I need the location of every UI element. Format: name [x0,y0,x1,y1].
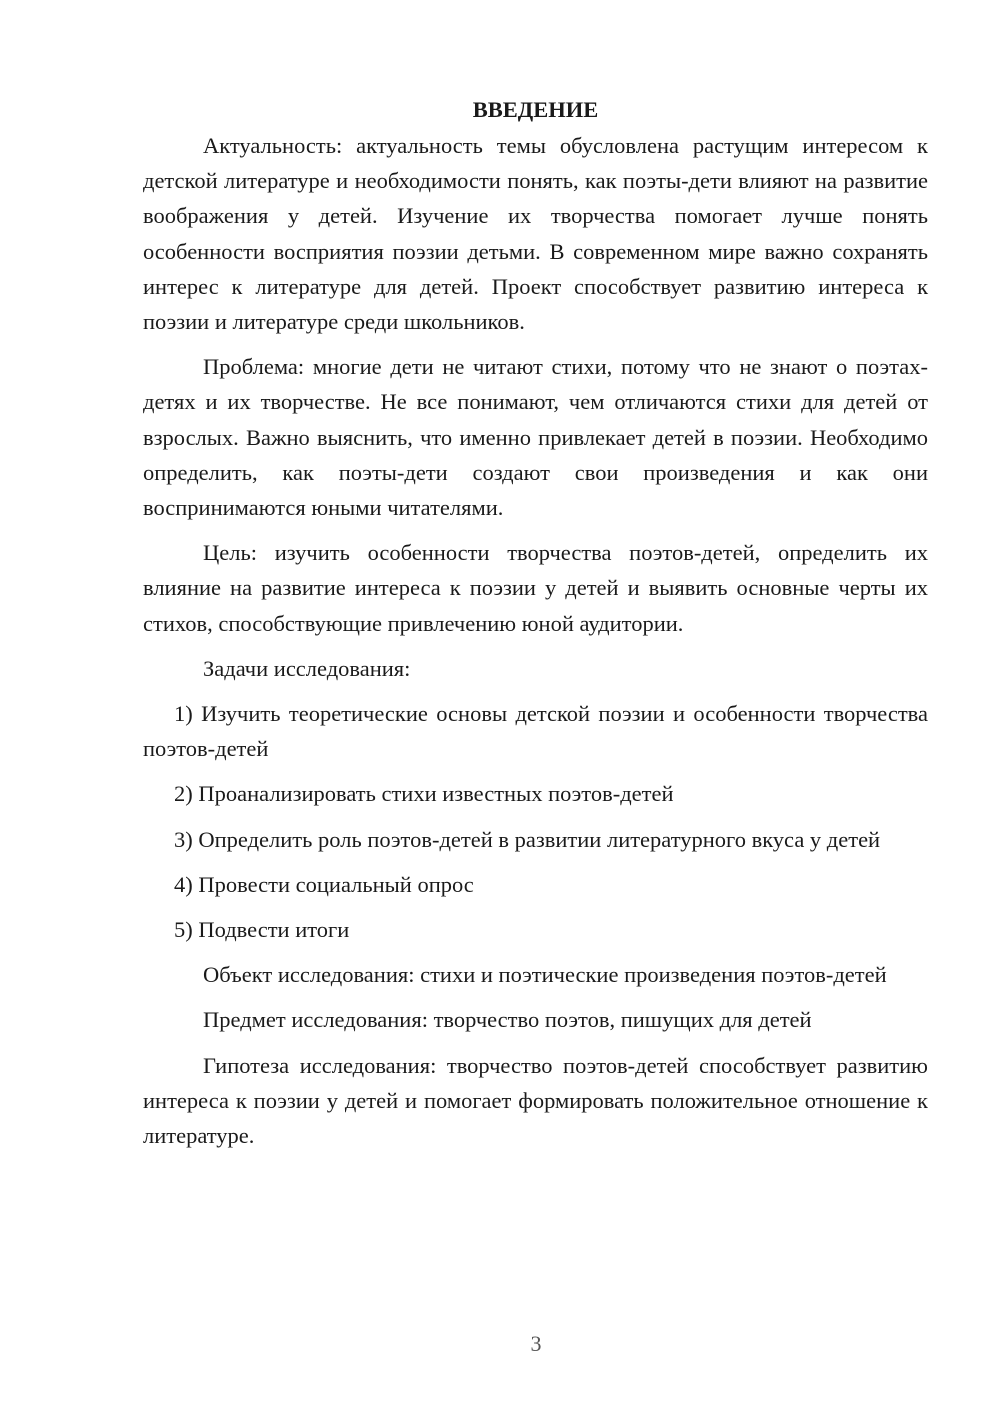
document-page [143,92,928,1163]
tasks-heading: Задачи исследования: [203,655,411,681]
page-title: ВВЕДЕНИЕ [472,97,599,122]
paragraph-subject: Предмет исследования: творчество поэтов, пишущих для детей [203,1007,812,1033]
paragraph-goal: Цель: изучить особенности творчества поэтов-детей, определить их влияние на развитие интереса к поэзии у детей и выявить основные черты их стихов, способствующие привлечению юной аудитории. [143,540,928,636]
paragraph-problem: Проблема: многие дети не читают стихи, потому что не знают о поэтах-детях и их творчестве. Не все понимают, чем отличаются стихи для детей от взрослых. Важно выяснить, что именно привлекает детей в поэзии. Необходимо определить, как поэты-дети создают свои произведения и как они воспринимаются юными читателями. [143,354,928,521]
list-item: 1) Изучить теоретические основы детской поэзии и особенности творчества поэтов-детей [143,701,928,762]
list-item: 4) Провести социальный опрос [174,871,474,897]
list-item: 2) Проанализировать стихи известных поэтов-детей [174,781,674,807]
paragraph-relevance: Актуальность: актуальность темы обусловлена растущим интересом к детской литературе и необходимости понять, как поэты-дети влияют на развитие воображения у детей. Изучение их творчества помогает лучше понять особенности восприятия поэзии детьми. В современном мире важно сохранять интерес к литературе для детей. Проект способствует развитию интереса к поэзии и литературе среди школьников. [143,133,928,335]
list-item: 3) Определить роль поэтов-детей в развитии литературного вкуса у детей [174,826,881,852]
list-item: 5) Подвести итоги [174,917,350,943]
paragraph-hypothesis: Гипотеза исследования: творчество поэтов-детей способствует развитию интереса к поэзии у детей и помогает формировать положительное отношение к литературе. [143,1052,928,1149]
tasks-list [143,696,928,947]
paragraph-object: Объект исследования: стихи и поэтические произведения поэтов-детей [203,962,887,988]
page-number: 3 [530,1331,542,1356]
